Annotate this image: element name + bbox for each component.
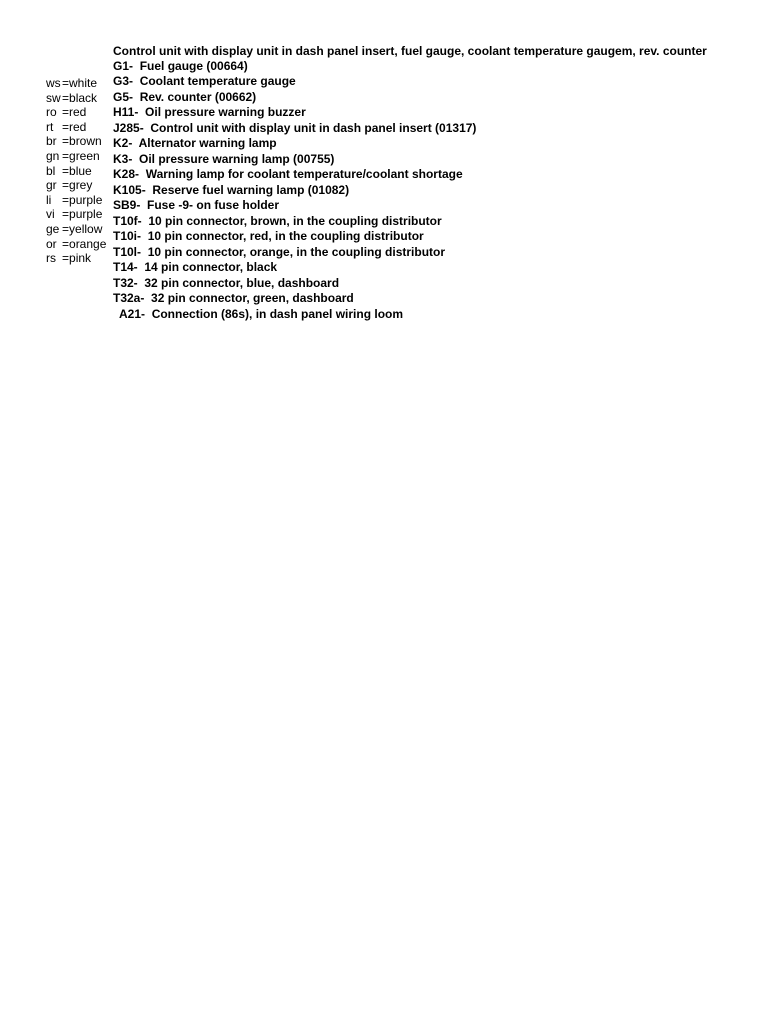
legend-color: green: [69, 148, 100, 163]
component-item: [113, 260, 733, 276]
component-code: G1-: [113, 58, 134, 73]
component-code: K3-: [113, 151, 133, 166]
component-description: Fuse -9- on fuse holder: [147, 198, 280, 213]
component-code: T14-: [113, 260, 138, 275]
component-code: T32-: [113, 275, 138, 290]
legend-entry: [46, 134, 112, 149]
component-code: K28-: [113, 167, 140, 182]
legend-color: red: [69, 119, 87, 134]
document-title: Control unit with display unit in dash panel insert, fuel gauge, coolant temperature gaugem, rev. counter: [113, 44, 707, 58]
legend-entry: [46, 193, 112, 208]
component-description: Alternator warning lamp: [138, 136, 277, 151]
component-description: 10 pin connector, orange, in the coupling distributor: [147, 244, 446, 259]
component-item: [113, 105, 733, 121]
legend-code: vi: [46, 207, 55, 222]
component-code: T10f-: [113, 213, 142, 228]
component-item: [113, 152, 733, 168]
legend-color: brown: [69, 134, 102, 149]
component-code: A21-: [119, 306, 146, 321]
component-description: Coolant temperature gauge: [139, 74, 296, 89]
legend-entry: [46, 120, 112, 135]
legend-entry: [46, 222, 112, 237]
component-code: H11-: [113, 105, 139, 120]
legend-color: yellow: [69, 221, 103, 236]
legend-code: ws: [46, 76, 61, 90]
legend-entry: [46, 207, 112, 222]
legend-entry: [46, 164, 112, 179]
legend-equals: =: [62, 148, 70, 163]
component-key: [113, 44, 733, 322]
component-item: [113, 198, 733, 214]
legend-entry: [46, 76, 112, 91]
component-code: T32a-: [113, 291, 145, 306]
legend-color: orange: [69, 236, 107, 251]
component-item: [113, 229, 733, 245]
legend-code: gr: [46, 178, 57, 193]
component-item: [113, 136, 733, 152]
component-code: T10l-: [113, 244, 142, 259]
legend-entry: [46, 237, 112, 252]
component-item: [113, 276, 733, 292]
legend-color: pink: [69, 251, 92, 266]
component-description: 32 pin connector, blue, dashboard: [144, 275, 340, 290]
legend-equals: =: [62, 192, 70, 207]
component-item: [113, 183, 733, 199]
legend-code: br: [46, 134, 57, 149]
component-description: 14 pin connector, black: [144, 260, 278, 275]
component-description: Fuel gauge (00664): [139, 58, 248, 73]
legend-equals: =: [62, 178, 70, 193]
legend-code: or: [46, 236, 57, 251]
legend-entry: [46, 91, 112, 106]
legend-code: ge: [46, 221, 60, 236]
legend-color: white: [69, 76, 98, 90]
component-item: [113, 307, 733, 323]
legend-code: rs: [46, 251, 56, 266]
legend-equals: =: [62, 76, 70, 90]
component-code: T10i-: [113, 229, 142, 244]
legend-code: sw: [46, 90, 61, 105]
legend-equals: =: [62, 251, 70, 266]
component-description: 32 pin connector, green, dashboard: [151, 291, 354, 306]
component-description: Connection (86s), in dash panel wiring loom: [151, 306, 404, 321]
legend-entry: [46, 105, 112, 120]
component-description: Control unit with display unit in dash panel insert (01317): [150, 120, 477, 135]
legend-color: red: [69, 105, 87, 120]
component-code: J285-: [113, 120, 144, 135]
component-item: [113, 167, 733, 183]
component-item: [113, 214, 733, 230]
component-item: [113, 245, 733, 261]
legend-code: rt: [46, 119, 54, 134]
legend-color: grey: [69, 178, 93, 193]
legend-equals: =: [62, 90, 70, 105]
component-item: [113, 59, 733, 75]
component-code: G3-: [113, 74, 134, 89]
legend-entry: [46, 251, 112, 266]
legend-equals: =: [62, 105, 70, 120]
legend-color: purple: [69, 207, 103, 222]
legend-entry: [46, 178, 112, 193]
component-item: [113, 291, 733, 307]
legend-entry: [46, 149, 112, 164]
component-item: [113, 90, 733, 106]
component-description: Oil pressure warning buzzer: [145, 105, 306, 120]
component-item: [113, 74, 733, 90]
component-description: Reserve fuel warning lamp (01082): [152, 182, 350, 197]
component-description: 10 pin connector, red, in the coupling distributor: [147, 229, 424, 244]
component-description: Warning lamp for coolant temperature/coolant shortage: [145, 167, 463, 182]
color-code-legend: [46, 76, 112, 266]
component-description: Oil pressure warning lamp (00755): [139, 151, 335, 166]
legend-equals: =: [62, 134, 70, 149]
legend-code: ro: [46, 105, 57, 120]
legend-equals: =: [62, 119, 70, 134]
legend-equals: =: [62, 236, 70, 251]
legend-code: li: [46, 192, 52, 207]
component-item: [113, 121, 733, 137]
component-description: Rev. counter (00662): [139, 89, 257, 104]
legend-equals: =: [62, 221, 70, 236]
component-code: SB9-: [113, 198, 141, 213]
legend-color: purple: [69, 192, 103, 207]
component-code: G5-: [113, 89, 134, 104]
legend-equals: =: [62, 163, 70, 178]
legend-color: black: [69, 90, 98, 105]
legend-equals: =: [62, 207, 70, 222]
legend-color: blue: [69, 163, 92, 178]
component-description: 10 pin connector, brown, in the coupling distributor: [148, 213, 442, 228]
component-code: K2-: [113, 136, 133, 151]
component-code: K105-: [113, 182, 146, 197]
legend-code: gn: [46, 148, 60, 163]
component-list: [113, 59, 733, 323]
legend-code: bl: [46, 163, 56, 178]
